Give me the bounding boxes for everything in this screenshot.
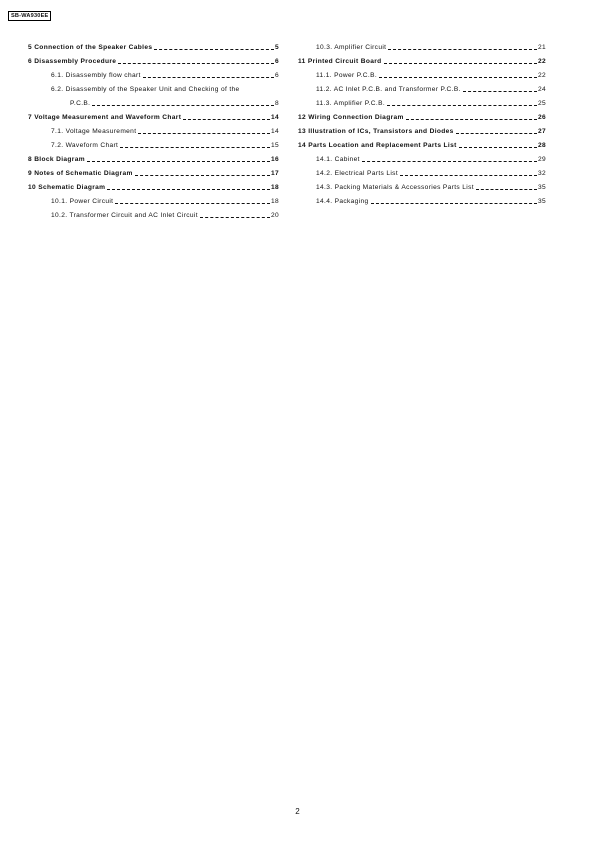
toc-entry-title-line1: 6.2. Disassembly of the Speaker Unit and Checking of the	[51, 86, 240, 93]
toc-subsection-entry[interactable]	[298, 156, 546, 164]
toc-subsection-entry[interactable]	[28, 212, 279, 220]
toc-entry-title: 5 Connection of the Speaker Cables	[28, 44, 153, 51]
toc-subsection-entry[interactable]	[298, 44, 546, 52]
toc-page-number: 15	[270, 142, 279, 149]
toc-subsection-entry[interactable]	[51, 100, 279, 108]
toc-page-number: 8	[274, 100, 279, 107]
toc-leader	[87, 161, 270, 162]
toc-leader	[384, 63, 537, 64]
toc-page-number: 6	[274, 72, 279, 79]
model-tag: SB-WA930EE	[8, 11, 51, 21]
toc-page-number: 22	[537, 72, 546, 79]
toc-page-number: 29	[537, 156, 546, 163]
toc-leader	[183, 119, 270, 120]
toc-left-column	[28, 44, 279, 220]
toc-subsection-entry[interactable]	[28, 128, 279, 136]
toc-entry-title: 14.4. Packaging	[316, 198, 369, 205]
toc-page-number: 18	[270, 184, 279, 191]
toc-leader	[143, 77, 274, 78]
toc-section-entry[interactable]	[28, 170, 279, 178]
toc-entry-title: 7 Voltage Measurement and Waveform Chart	[28, 114, 182, 121]
toc-leader	[135, 175, 270, 176]
toc-subsection-entry[interactable]	[298, 184, 546, 192]
toc-leader	[138, 133, 270, 134]
toc-page-number: 24	[537, 86, 546, 93]
toc-page-number: 14	[270, 114, 279, 121]
toc-entry-title: 12 Wiring Connection Diagram	[298, 114, 404, 121]
toc-page-number: 26	[537, 114, 546, 121]
toc-entry-title: 14.1. Cabinet	[316, 156, 360, 163]
toc-page-number: 27	[537, 128, 546, 135]
toc-entry-title: 7.2. Waveform Chart	[51, 142, 119, 149]
toc-page-number: 16	[270, 156, 279, 163]
toc-leader	[115, 203, 270, 204]
toc-page-number: 5	[274, 44, 279, 51]
toc-entry-title: 8 Block Diagram	[28, 156, 85, 163]
toc-page-number: 35	[537, 184, 546, 191]
toc-section-entry[interactable]	[298, 58, 546, 66]
toc-subsection-entry[interactable]	[28, 142, 279, 150]
toc-section-entry[interactable]	[298, 142, 546, 150]
toc-entry-title: 6.1. Disassembly flow chart	[51, 72, 141, 79]
toc-leader	[154, 49, 274, 50]
toc-leader	[406, 119, 537, 120]
toc-leader	[388, 49, 537, 50]
toc-page-number: 20	[270, 212, 279, 219]
toc-page-number: 22	[537, 58, 546, 65]
toc-section-entry[interactable]	[298, 114, 546, 122]
toc-section-entry[interactable]	[28, 114, 279, 122]
toc-leader	[400, 175, 537, 176]
toc-leader	[456, 133, 537, 134]
toc-entry-title: 11.1. Power P.C.B.	[316, 72, 378, 79]
page-number: 2	[295, 807, 300, 816]
toc-subsection-entry[interactable]	[298, 72, 546, 80]
toc-entry-title: 11.2. AC Inlet P.C.B. and Transformer P.C.B.	[316, 86, 461, 93]
toc-page-number: 32	[537, 170, 546, 177]
toc-subsection-entry-wrapped[interactable]	[28, 86, 279, 108]
toc-subsection-entry[interactable]	[28, 198, 279, 206]
toc-leader	[463, 91, 537, 92]
toc-entry-title: 10.1. Power Circuit	[51, 198, 114, 205]
toc-entry-title: 14 Parts Location and Replacement Parts List	[298, 142, 457, 149]
toc-leader	[200, 217, 270, 218]
toc-entry-title: P.C.B.	[70, 100, 91, 107]
toc-entry-title: 10 Schematic Diagram	[28, 184, 106, 191]
toc-right-column	[298, 44, 546, 206]
toc-leader	[118, 63, 274, 64]
toc-entry-title: 6 Disassembly Procedure	[28, 58, 117, 65]
toc-page-number: 18	[270, 198, 279, 205]
toc-section-entry[interactable]	[28, 58, 279, 66]
toc-leader	[120, 147, 270, 148]
toc-subsection-entry[interactable]	[298, 170, 546, 178]
toc-page-number: 35	[537, 198, 546, 205]
toc-subsection-entry[interactable]	[28, 72, 279, 80]
toc-subsection-entry[interactable]	[298, 100, 546, 108]
toc-entry-title: 14.2. Electrical Parts List	[316, 170, 399, 177]
toc-page-number: 25	[537, 100, 546, 107]
toc-page-number: 21	[537, 44, 546, 51]
toc-leader	[362, 161, 537, 162]
toc-section-entry[interactable]	[298, 128, 546, 136]
toc-entry-title: 14.3. Packing Materials & Accessories Parts List	[316, 184, 474, 191]
toc-page-number: 6	[274, 58, 279, 65]
toc-leader	[379, 77, 537, 78]
toc-leader	[459, 147, 537, 148]
toc-section-entry[interactable]	[28, 184, 279, 192]
toc-leader	[371, 203, 537, 204]
toc-page-number: 28	[537, 142, 546, 149]
toc-section-entry[interactable]	[28, 44, 279, 52]
toc-subsection-entry[interactable]	[298, 198, 546, 206]
toc-page-number: 17	[270, 170, 279, 177]
toc-entry-title: 11.3. Amplifier P.C.B.	[316, 100, 386, 107]
toc-leader	[387, 105, 537, 106]
toc-leader	[107, 189, 270, 190]
toc-entry-title: 11 Printed Circuit Board	[298, 58, 382, 65]
toc-entry-title: 10.2. Transformer Circuit and AC Inlet Circuit	[51, 212, 198, 219]
toc-entry-title: 9 Notes of Schematic Diagram	[28, 170, 133, 177]
toc-page-number: 14	[270, 128, 279, 135]
toc-leader	[92, 105, 274, 106]
toc-entry-title: 13 Illustration of ICs, Transistors and Diodes	[298, 128, 454, 135]
toc-subsection-entry[interactable]	[298, 86, 546, 94]
toc-section-entry[interactable]	[28, 156, 279, 164]
toc-entry-title: 7.1. Voltage Measurement	[51, 128, 137, 135]
toc-leader	[476, 189, 537, 190]
toc-entry-title: 10.3. Amplifier Circuit	[316, 44, 387, 51]
